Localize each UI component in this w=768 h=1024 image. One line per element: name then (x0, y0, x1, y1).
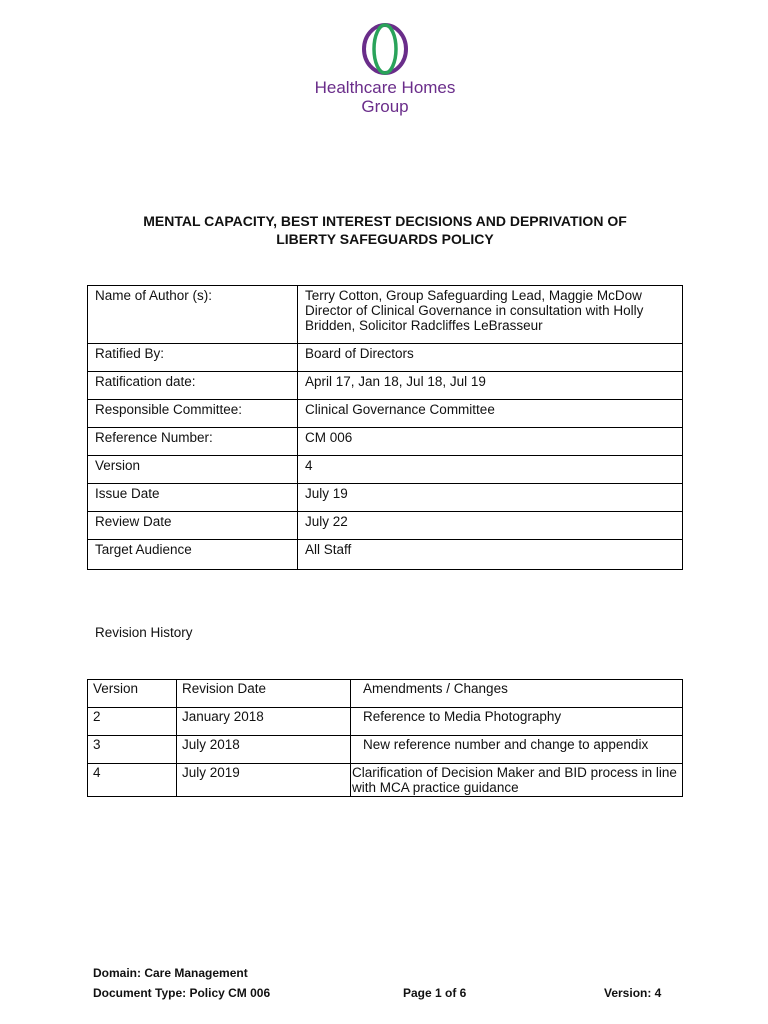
revision-history-table (87, 679, 683, 797)
info-row-committee (88, 400, 683, 428)
info-row-target-audience (88, 540, 683, 570)
info-value: 4 (298, 456, 683, 484)
revision-row (88, 764, 683, 797)
info-label: Review Date (88, 512, 298, 540)
revision-version: 4 (88, 764, 177, 797)
info-value: CM 006 (298, 428, 683, 456)
title-line1: MENTAL CAPACITY, BEST INTEREST DECISIONS AND DEPRIVATION OF (143, 213, 627, 229)
info-label: Version (88, 456, 298, 484)
company-logo (300, 22, 470, 122)
info-value: Terry Cotton, Group Safeguarding Lead, Maggie McDow Director of Clinical Governance in consultation with Holly Bridden, Solicitor Radcliffes LeBrasseur (298, 286, 683, 344)
info-value: July 22 (298, 512, 683, 540)
logo-rings-icon (345, 22, 425, 76)
info-label: Name of Author (s): (88, 286, 298, 344)
revision-date: January 2018 (177, 708, 351, 736)
footer-page-number: Page 1 of 6 (403, 986, 467, 1000)
info-label: Issue Date (88, 484, 298, 512)
info-value: July 19 (298, 484, 683, 512)
footer-version: Version: 4 (604, 986, 662, 1000)
info-row-ratified-by (88, 344, 683, 372)
info-value: Board of Directors (298, 344, 683, 372)
revision-row (88, 708, 683, 736)
revision-header-changes: Amendments / Changes (351, 680, 683, 708)
footer-doctype: Document Type: Policy CM 006 (93, 986, 271, 1000)
footer-domain: Domain: Care Management (93, 966, 248, 980)
info-value: April 17, Jan 18, Jul 18, Jul 19 (298, 372, 683, 400)
revision-history-heading: Revision History (95, 625, 193, 640)
document-title (90, 212, 680, 248)
info-value: Clinical Governance Committee (298, 400, 683, 428)
info-row-version (88, 456, 683, 484)
revision-header-date: Revision Date (177, 680, 351, 708)
revision-changes: Clarification of Decision Maker and BID process in line with MCA practice guidance (351, 764, 683, 797)
revision-changes: New reference number and change to appendix (351, 736, 683, 764)
logo-text-line1: Healthcare Homes (314, 78, 456, 97)
info-value: All Staff (298, 540, 683, 570)
revision-changes: Reference to Media Photography (351, 708, 683, 736)
info-label: Reference Number: (88, 428, 298, 456)
revision-date: July 2018 (177, 736, 351, 764)
info-row-reference (88, 428, 683, 456)
revision-date: July 2019 (177, 764, 351, 797)
title-line2: LIBERTY SAFEGUARDS POLICY (276, 231, 494, 247)
policy-info-table (87, 285, 683, 570)
info-row-issue-date (88, 484, 683, 512)
revision-row (88, 736, 683, 764)
info-label: Target Audience (88, 540, 298, 570)
info-label: Responsible Committee: (88, 400, 298, 428)
info-label: Ratified By: (88, 344, 298, 372)
info-row-author (88, 286, 683, 344)
logo-text-line2: Group (361, 97, 409, 116)
info-row-review-date (88, 512, 683, 540)
revision-version: 3 (88, 736, 177, 764)
revision-header-version: Version (88, 680, 177, 708)
info-label: Ratification date: (88, 372, 298, 400)
revision-header-row (88, 680, 683, 708)
revision-version: 2 (88, 708, 177, 736)
info-row-ratification-date (88, 372, 683, 400)
